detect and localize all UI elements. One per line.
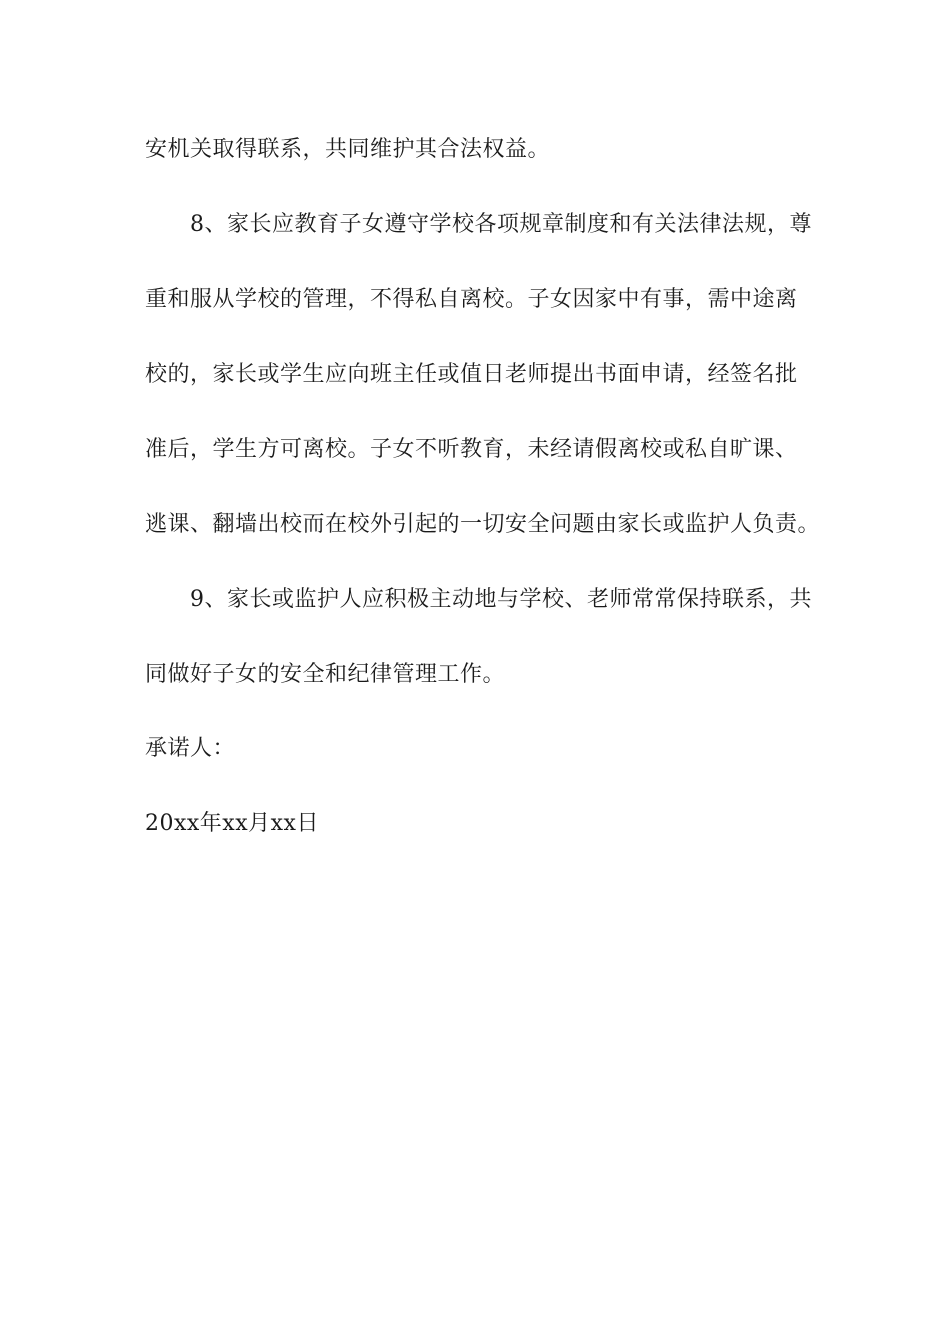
paragraph-8-line-4: 准后，学生方可离校。子女不听教育，未经请假离校或私自旷课、: [145, 437, 798, 462]
paragraph-9-line-2: 同做好子女的安全和纪律管理工作。: [145, 662, 506, 687]
signature-date: 20xx年xx月xx日: [145, 811, 319, 836]
paragraph-8-line-2: 重和服从学校的管理，不得私自离校。子女因家中有事，需中途离: [145, 287, 798, 312]
paragraph-8-line-5: 逃课、翻墙出校而在校外引起的一切安全问题由家长或监护人负责。: [145, 512, 821, 537]
paragraph-9-line-1: 9、家长或监护人应积极主动地与学校、老师常常保持联系，共: [190, 587, 812, 612]
paragraph-8-line-1: 8、家长应教育子女遵守学校各项规章制度和有关法律法规，尊: [190, 212, 812, 237]
signature-label: 承诺人：: [145, 736, 236, 761]
paragraph-8-line-3: 校的，家长或学生应向班主任或值日老师提出书面申请，经签名批: [145, 362, 798, 387]
paragraph-7-line-end: 安机关取得联系，共同维护其合法权益。: [145, 137, 551, 162]
